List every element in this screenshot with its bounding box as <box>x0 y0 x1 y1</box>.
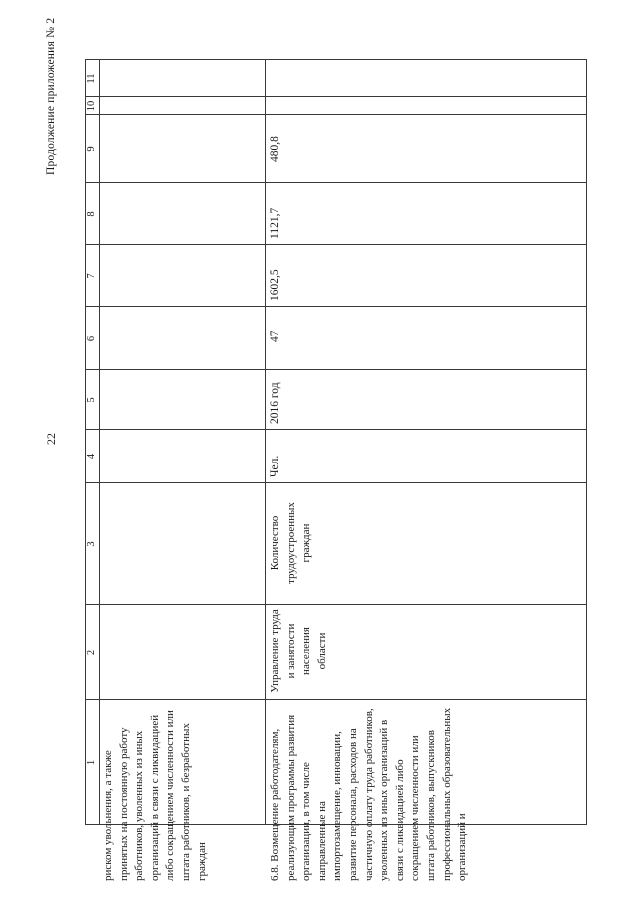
appendix-continuation-label: Продолжение приложения № 2 <box>45 17 57 175</box>
header-col-3: 3 <box>86 541 97 547</box>
row-6-8-quantity: 47 <box>269 330 281 342</box>
row-6-8-year: 2016 год <box>269 382 281 424</box>
table-line <box>85 604 587 605</box>
table-line <box>85 59 587 60</box>
table-line <box>85 96 587 97</box>
row-6-8-indicator: Количество трудоустроенных граждан <box>269 502 313 584</box>
table-line <box>85 244 587 245</box>
header-col-7: 7 <box>86 273 97 279</box>
table-line <box>85 369 587 370</box>
header-col-10: 10 <box>86 100 97 112</box>
table-line <box>85 699 587 700</box>
header-col-11: 11 <box>86 73 97 84</box>
header-col-5: 5 <box>86 397 97 403</box>
header-col-9: 9 <box>86 146 97 152</box>
header-col-4: 4 <box>86 453 97 460</box>
table-line <box>85 114 587 115</box>
prev-row-col1-text: риском увольнения, а также принятых на постоянную работу работников, уволенных из иных организаций в связи с ликвидацией либо сокращением численности или штата работников, и безработных граждан <box>102 710 208 881</box>
table-line <box>85 306 587 307</box>
table-line <box>586 59 587 825</box>
page-number: 22 <box>44 433 58 445</box>
table-line <box>85 182 587 183</box>
header-col-1: 1 <box>86 759 97 766</box>
row-6-8-regional-funding: 480,8 <box>269 136 281 162</box>
row-6-8-description: 6.8. Возмещение работодателям, реализующим программы развития организации, в том числе направленные на импортозамещение, инновации, развитие персонала, расходов на частичную оплату труда работников, уволенных из иных организаций в связи с ликвидацией либо сокращением численности или штата работников, выпускников профессиональных образовательных организаций и <box>269 707 469 881</box>
row-6-8-unit: Чел. <box>269 455 281 477</box>
row-6-8-federal-funding: 1121,7 <box>269 207 281 239</box>
row-6-8-total-funding: 1602,5 <box>269 269 281 301</box>
table-line <box>265 59 266 825</box>
header-col-8: 8 <box>86 211 97 217</box>
table-line <box>85 482 587 483</box>
table-line <box>99 59 100 825</box>
table-line <box>85 429 587 430</box>
row-6-8-executor: Управление труда и занятости населения области <box>269 609 328 693</box>
header-col-6: 6 <box>86 335 97 342</box>
header-col-2: 2 <box>86 649 97 656</box>
